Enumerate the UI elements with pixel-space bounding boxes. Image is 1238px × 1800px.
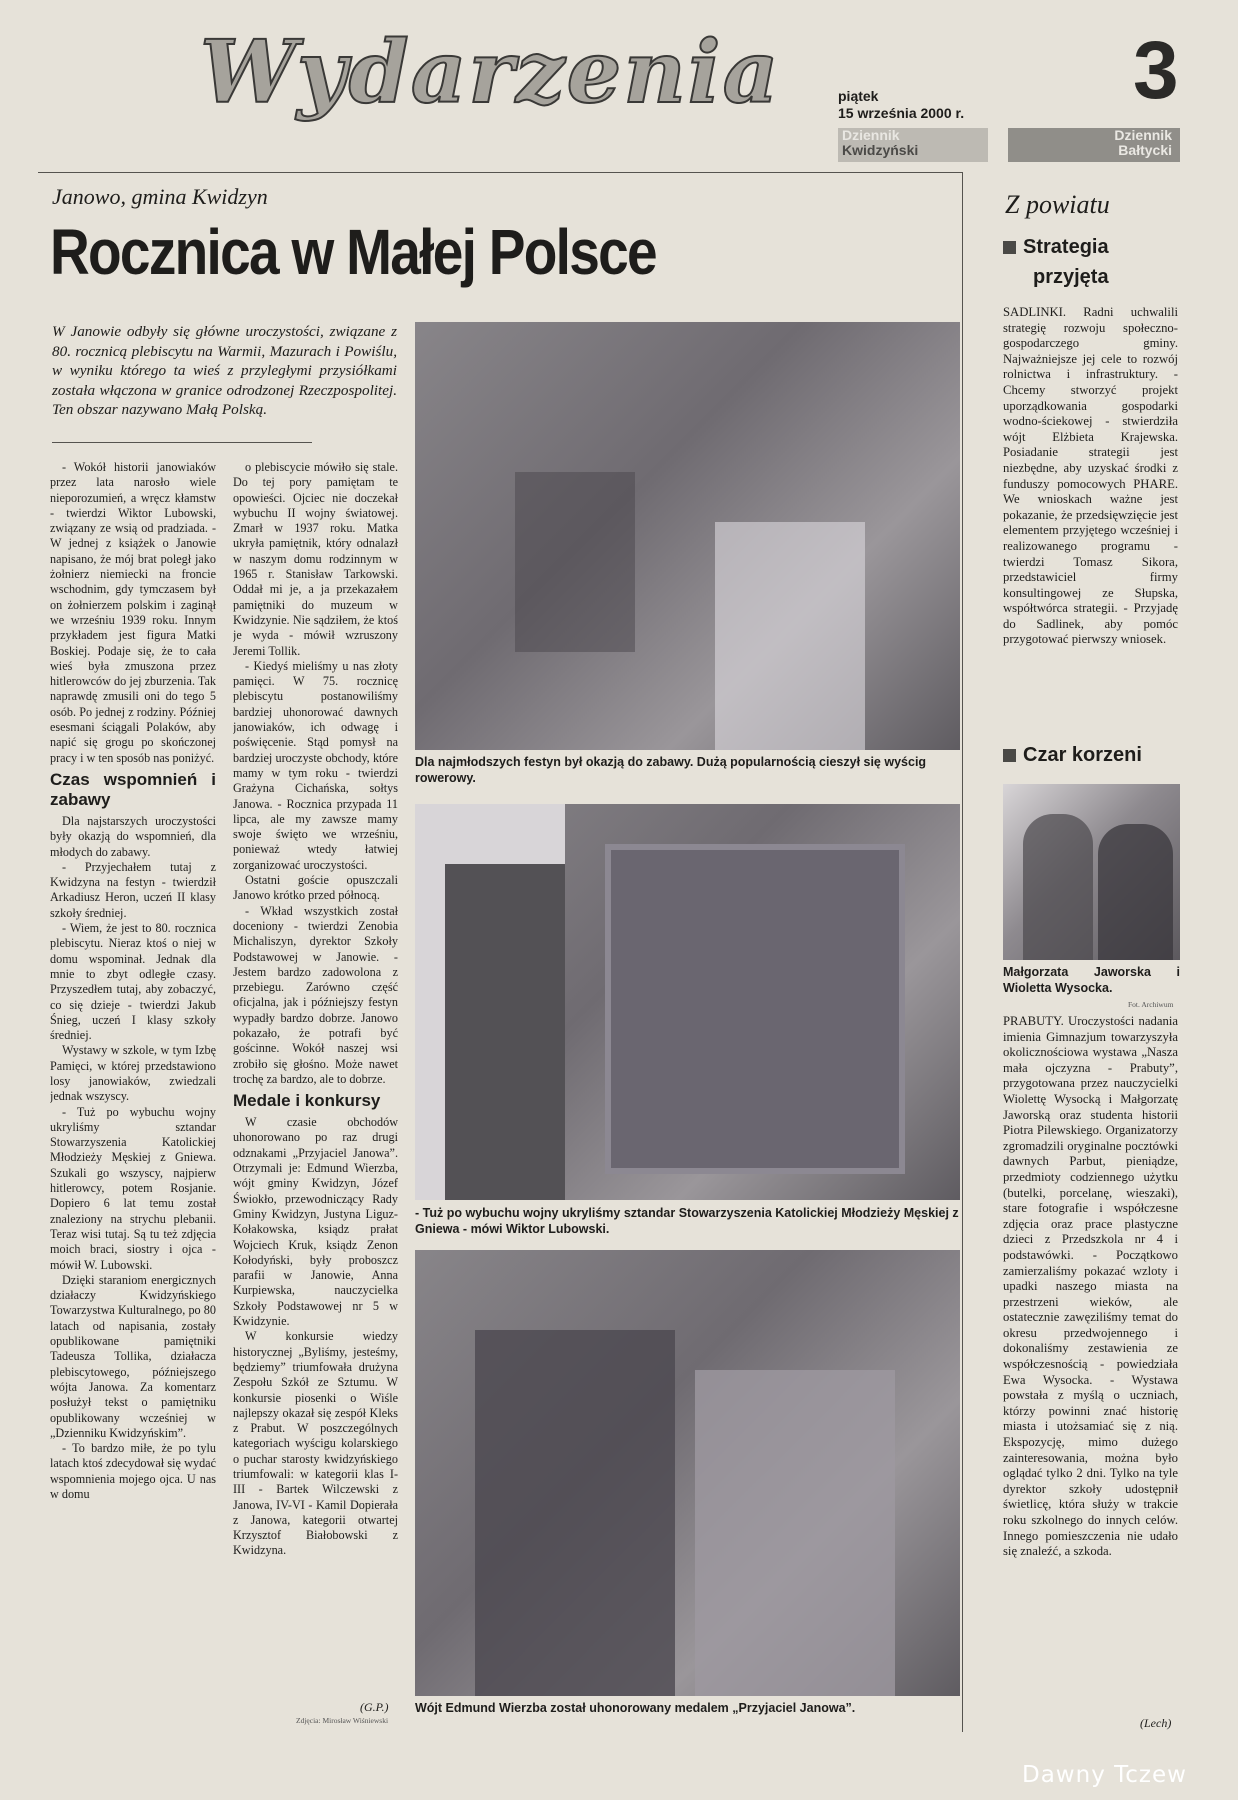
photo-medal-ceremony (415, 1250, 960, 1696)
article-column-2 (233, 460, 398, 1726)
article-signature: (G.P.) (360, 1700, 389, 1714)
caption-medal: Wójt Edmund Wierzba został uhonorowany medalem „Przyjaciel Janowa”. (415, 1701, 856, 1715)
paragraph: - Tuż po wybuchu wojny ukryliśmy sztandar Stowarzyszenia Katolickiej Młodzieży Męskiej z Gniewa. Szukali go wszyscy, najpierw hitlerowcy, potem Rosjanie. Dopiero 6 lat temu został znaleziony na strychu plebanii. Teraz wisi tutaj. Są tu też zdjęcia moich braci, siostry i ojca - mówił W. Lubowski. (50, 1104, 216, 1272)
paragraph: PRABUTY. Uroczystości nadania imienia Gimnazjum towarzyszyła okolicznościowa wystawa „Nasza mała ojczyzna - Prabuty”, przygotowana przez nauczycielki Wiolettę Wysocką i Małgorzatę Jaworską oraz studenta historii Piotra Pilewskiego. Organizatorzy zgromadzili oryginalne pocztówki dawnych Parbut, pieniądze, przedmioty codziennego użytku (butelki, porcelanę, wieszaki), stare fotografie i współczesne zdjęcia oraz prace plastyczne dzieci z Przedszkola nr 4 i podstawówki. - Początkowo zamierzaliśmy pokazać wzloty i upadki naszego miasta na przestrzeni wieków, ale ostatecznie zawęziliśmy temat do okresu przedwojennego i dokonaliśmy zestawienia ze współczesnością - powiedziała Ewa Wysocka. - Wystawa powstała z myślą o uczniach, którzy powinni znać historię miasta i utożsamiać się z nią. Ekspozycję, mimo dużego zainteresowania, można było oglądać tylko 2 dni. Tylko na tyle dyrektor szkoły udostępnił świetlicę, która służy w trakcie roku szkolnego do innych celów. Innego pomieszczenia nie udało się znaleźć, a szkoda. (1003, 1014, 1178, 1559)
paragraph: Dla najstarszych uroczystości były okazją do wspomnień, dla młodych do zabawy. (50, 813, 216, 859)
logo1-line1: Dziennik (842, 127, 900, 143)
logo1-line2: Kwidzyński (842, 142, 919, 158)
caption-festival: Dla najmłodszych festyn był okazją do zabawy. Dużą popularnością cieszył się wyścig rowerowy. (415, 755, 927, 785)
story2-title (1003, 740, 1142, 770)
paragraph: W konkursie wiedzy historycznej „Byliśmy, jesteśmy, będziemy” triumfowała drużyna Zespołu Szkół ze Sztumu. W konkursie piosenki o Wiśle najlepszy okazał się zespół Kleks z Prabut. W poszczególnych kategoriach wyścigu kolarskiego o puchar starosty kwidzyńskiego triumfowali: w kategorii klas I-III - Bartek Wilczewski z Janowa, IV-VI - Kamil Dopierała z Janowa, kategorii otwartej Krzysztof Białobowski z Kwidzyna. (233, 1329, 398, 1558)
paragraph: - Wokół historii janowiaków przez lata narosło wiele nieporozumień, a wręcz kłamstw - twierdzi Wiktor Lubowski, związany ze wsią od pradziada. - W jednej z książek o Janowie napisano, że mój brat poległ jako żołnierz niemiecki na froncie wschodnim, gdy tymczasem był on żołnierzem polskim i zaginął we wrześniu 1939 roku. Innym przykładem jest figura Matki Boskiej. Podaje się, że to cała wieś była zmuszona przez hitlerowców do jej zburzenia. Tak naprawdę zmusili oni do tego 5 osób. Po jednej z rodziny. Później esesmani ściągali Polaków, aby napić się grogu po skończonej pracy i w ten sposób nas poniżyć. (50, 460, 216, 765)
paragraph: - Kiedyś mieliśmy u nas złoty pamięci. W 75. rocznicę plebiscytu postanowiliśmy bardziej uhonorować dawnych janowiaków, ich odwagę i poświęcenie. Stąd pomysł na bardziej uroczyste obchody, które mamy w tym roku - twierdzi Grażyna Cichańska, sołtys Janowa. - Rocznica przypada 11 lipca, ale my zawsze mamy swoje święto we wrześniu, ponieważ wtedy łatwiej zorganizować uroczystości. (233, 658, 398, 872)
paragraph: o plebiscycie mówiło się stale. Do tej pory pamiętam te opowieści. Ojciec nie doczekał wybuchu II wojny światowej. Zmarł w 1937 roku. Matka ukryła pamiętnik, który odnalazł w naszym domu rodzinnym w 1965 r. Stanisław Tarkowski. Oddał mi je, a ja przekazałem pamiętniki do muzeum w Kwidzynie. Nie sądziłem, że ktoś je wyda - mówił wzruszony Jeremi Tollik. (233, 460, 398, 658)
paragraph: - To bardzo miłe, że po tylu latach ktoś zdecydował się wydać wspomnienia mojego ojca. U nas w domu (50, 1441, 216, 1501)
article-lead: W Janowie odbyły się główne uroczystości, związane z 80. rocznicą plebiscytu na Warmii, Mazurach i Powiślu, w wyniku którego ta wieś z przyległymi przysiółkami została włączona w granice odrodzonej Rzeczpospolitej. Ten obszar nazywano Małą Polską. (52, 323, 397, 419)
sidebar-heading: Z powiatu (1005, 190, 1110, 219)
paragraph: Wystawy w szkole, w tym Izbę Pamięci, w której przedstawiono losy janowiaków, zwiedzali jednak wszyscy. (50, 1043, 216, 1104)
watermark-dawny-tczew: Dawny Tczew (1022, 1762, 1187, 1788)
article-kicker: Janowo, gmina Kwidzyn (52, 184, 268, 209)
article-top-rule (38, 172, 962, 173)
paragraph: SADLINKI. Radni uchwalili strategię rozwoju społeczno-gospodarczego gminy. Najważniejsze jej cele to rozwój rolnictwa i infrastruktury. - Chcemy stworzyć projekt uporządkowania gospodarki wodno-ściekowej - stwierdziła wójt Elżbieta Krajewska. Posiadanie strategii jest niezbędne, aby uzyskać środki z funduszy pomocowych PHARE. We wnioskach ważne jest pokazanie, że przedsięwzięcie jest elementem przyjętego wcześniej i realizowanego programu - twierdzi Tomasz Sikora, przedstawiciel firmy konsultingowej ze Słupska, współtwórca strategii. - Przyjadę do Sadlinek, aby pomóc przygotować pierwszy wniosek. (1003, 305, 1178, 647)
photo-banner (415, 804, 960, 1200)
story2-photo-credit: Fot. Archiwum (1128, 1000, 1174, 1009)
logo2-line1: Dziennik (1114, 127, 1172, 143)
photo-festival-crowd (415, 322, 960, 750)
story2-title-text: Czar korzeni (1023, 744, 1142, 766)
issue-day: piątek (838, 88, 879, 104)
page-number: 3 (1133, 25, 1179, 116)
dziennik-kwidzynski-logo (838, 128, 988, 162)
lead-rule (52, 442, 312, 443)
paragraph: - Przyjechałem tutaj z Kwidzyna na festyn - twierdził Arkadiusz Heron, uczeń II klasy szkoły średniej. (50, 859, 216, 920)
issue-date-value: 15 września 2000 r. (838, 105, 965, 121)
logo2-line2: Bałtycki (1118, 142, 1172, 158)
story1-title (1003, 232, 1109, 292)
square-bullet-icon (1003, 241, 1016, 254)
dziennik-baltycki-logo (1008, 128, 1180, 162)
article-headline: Rocznica w Małej Polsce (50, 216, 656, 288)
subheading-medale: Medale i konkursy (233, 1091, 381, 1111)
masthead-title: Wydarzenia (200, 22, 781, 123)
photo-credit: Zdjęcia: Mirosław Wiśniewski (296, 1716, 389, 1725)
paragraph: Dzięki staraniom energicznych działaczy Kwidzyńskiego Towarzystwa Kulturalnego, po 80 latach od napisania, zostały opublikowane pamiętniki Tadeusza Tollika, działacza plebiscytowego, późniejszego wójta Janowa. Za komentarz posłużył tekst o pamiętniku opublikowany wcześniej w „Dzienniku Kwidzyńskim”. (50, 1272, 216, 1440)
story1-title-line2: przyjęta (1033, 266, 1109, 288)
paragraph: Ostatni goście opuszczali Janowo krótko przed północą. (233, 873, 398, 903)
story2-text (1003, 1014, 1178, 1712)
story1-text (1003, 305, 1178, 735)
column-divider (962, 172, 963, 1732)
photo-jaworska-wysocka (1003, 784, 1180, 960)
article-column-1 (50, 460, 216, 1726)
caption-banner: - Tuż po wybuchu wojny ukryliśmy sztandar Stowarzyszenia Katolickiej Młodzieży Męskiej z Gniewa - mówi Wiktor Lubowski. (415, 1206, 959, 1236)
subheading-czas-wspomnien: Czas wspomnień i zabawy (50, 769, 216, 809)
paragraph: - Wkład wszystkich został doceniony - twierdzi Zenobia Michaliszyn, dyrektor Szkoły Podstawowej w Janowie. - Jestem bardzo zadowolona z przebiegu. Zarówno część oficjalna, jak i późniejszy festyn wypadły bardzo dobrze. Janowo pokazało, że potrafi być gościnne. Wokół naszej wsi zrobiło się głośno. Może nawet trochę za bardzo, ale to dobrze. (233, 903, 398, 1086)
story1-title-line1: Strategia (1023, 236, 1109, 258)
sidebar-signature: (Lech) (1140, 1716, 1172, 1730)
issue-date (838, 88, 964, 122)
paragraph: - Wiem, że jest to 80. rocznica plebiscytu. Nieraz ktoś o niej w domu wspominał. Jednak dla mnie to zbyt odległe czasy. Przyszedłem tutaj, aby zobaczyć, co się dzieje - twierdzi Jakub Śnieg, uczeń I klasy szkoły średniej. (50, 921, 216, 1043)
story2-photo-caption: Małgorzata Jaworska i Wioletta Wysocka. (1003, 965, 1180, 995)
square-bullet-icon (1003, 749, 1016, 762)
paragraph: W czasie obchodów uhonorowano po raz drugi odznakami „Przyjaciel Janowa”. Otrzymali je: Edmund Wierzba, wójt gminy Kwidzyn, Józef Świokło, przewodniczący Rady Gminy Kwidzyn, Justyna Liguz-Kołakowska, ksiądz prałat Wojciech Kruk, ksiądz Zenon Kołodyński, były proboszcz parafii w Janowie, Anna Kurpiewska, nauczycielka Szkoły Podstawowej nr 5 w Kwidzynie. (233, 1115, 398, 1329)
